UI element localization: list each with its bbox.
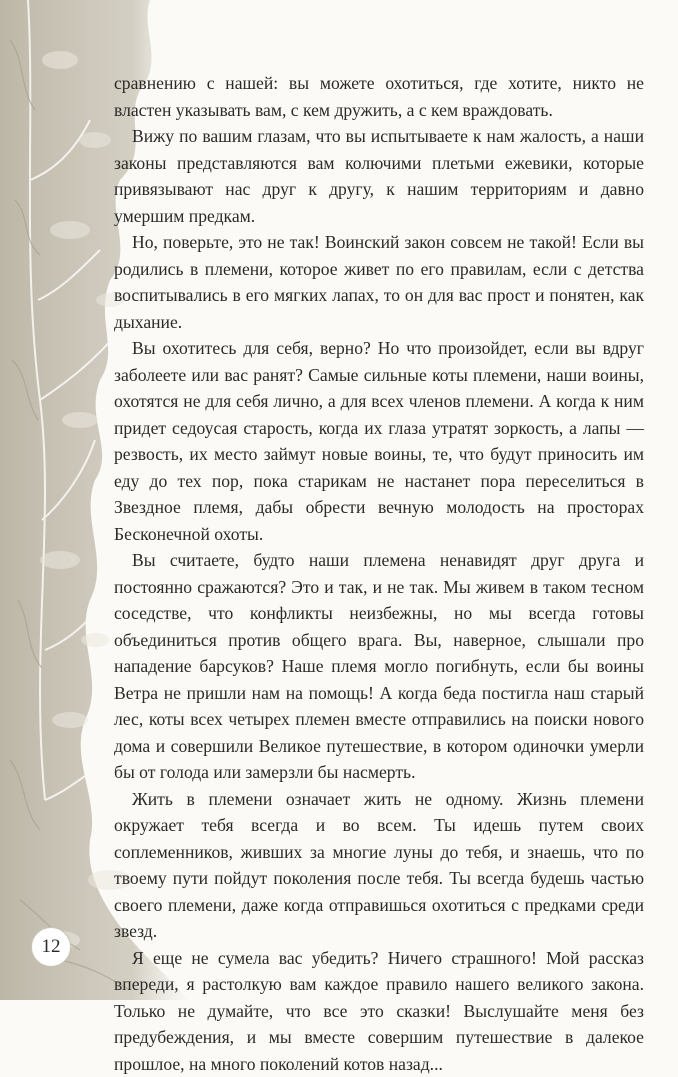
paragraph: сравнению с нашей: вы можете охотиться, где хотите, никто не властен указывать вам, с кем дружить, а с кем враждовать. — [114, 70, 644, 123]
body-text — [114, 70, 644, 1077]
paragraph: Жить в племени означает жить не одному. Жизнь племени окружает тебя всегда и во всем. Ты идешь путем своих соплеменников, живших за многие луны до тебя, и знаешь, что по твоему пути пойдут поколения после тебя. Ты всегда будешь частью своего племени, даже когда отправишься охотиться с предками среди звезд. — [114, 786, 644, 945]
page-number: 12 — [31, 927, 71, 967]
paragraph: Вы считаете, будто наши племена ненавидят друг друга и постоянно сражаются? Это и так, и не так. Мы живем в таком тесном соседстве, что конфликты неизбежны, но мы всегда готовы объединиться против общего врага. Вы, наверное, слышали про нападение барсуков? Наше племя могло погибнуть, если бы воины Ветра не пришли нам на помощь! А когда беда постигла наш старый лес, коты всех четырех племен вместе отправились на поиски нового дома и совершили Великое путешествие, в котором одиночки умерли бы от голода или замерзли бы насмерть. — [114, 547, 644, 786]
paragraph: Я еще не сумела вас убедить? Ничего страшного! Мой рассказ впереди, я растолкую вам каждое правило нашего великого закона. Только не думайте, что все это сказки! Выслушайте меня без предубеждения, и мы вместе совершим путешествие в далекое прошлое, на много поколений котов назад... — [114, 945, 644, 1077]
paragraph: Вижу по вашим глазам, что вы испытываете к нам жалость, а наши законы представляются вам колючими плетьми ежевики, которые привязывают нас друг к другу, к нашим территориям и давно умершим предкам. — [114, 123, 644, 229]
paragraph: Но, поверьте, это не так! Воинский закон совсем не такой! Если вы родились в племени, которое живет по его правилам, если с детства воспитывались в его мягких лапах, то он для вас прост и понятен, как дыхание. — [114, 229, 644, 335]
paragraph: Вы охотитесь для себя, верно? Но что произойдет, если вы вдруг заболеете или вас ранят? Самые сильные коты племени, наши воины, охотятся не для себя лично, а для всех членов племени. А когда к ним придет седоусая старость, когда их глаза утратят зоркость, а лапы — резвость, их место займут новые воины, те, что будут приносить им еду до тех пор, пока старикам не настанет пора переселиться в Звездное племя, дабы обрести вечную молодость на просторах Бесконечной охоты. — [114, 335, 644, 547]
